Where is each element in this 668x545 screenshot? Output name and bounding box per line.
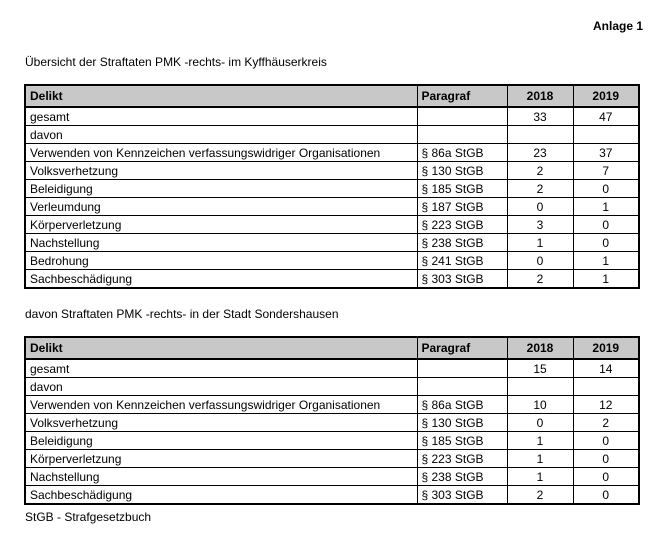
table-cell: 1 bbox=[573, 198, 639, 216]
table-title-sondershausen: davon Straftaten PMK -rechts- in der Stadt Sondershausen bbox=[25, 307, 339, 321]
table-cell: § 223 StGB bbox=[417, 450, 507, 468]
table-cell: Bedrohung bbox=[25, 252, 417, 270]
column-header: 2018 bbox=[507, 337, 573, 359]
column-header: Paragraf bbox=[417, 337, 507, 359]
table-row bbox=[25, 468, 639, 486]
table-cell: § 130 StGB bbox=[417, 414, 507, 432]
table-cell: 0 bbox=[573, 234, 639, 252]
table-cell: § 303 StGB bbox=[417, 270, 507, 289]
table-cell: 10 bbox=[507, 396, 573, 414]
table-cell: § 86a StGB bbox=[417, 396, 507, 414]
table-cell: Beleidigung bbox=[25, 432, 417, 450]
table-cell: 0 bbox=[573, 180, 639, 198]
table-cell: 1 bbox=[507, 468, 573, 486]
table-row bbox=[25, 144, 639, 162]
table-cell: 0 bbox=[573, 468, 639, 486]
header-row bbox=[25, 85, 639, 107]
table-cell: gesamt bbox=[25, 107, 417, 126]
table-body bbox=[25, 359, 639, 504]
column-header: 2019 bbox=[573, 85, 639, 107]
table-cell: § 238 StGB bbox=[417, 234, 507, 252]
table-row bbox=[25, 198, 639, 216]
crime-table-kyffhaeuserkreis bbox=[24, 84, 640, 289]
table-cell bbox=[417, 359, 507, 378]
table-row bbox=[25, 216, 639, 234]
footnote: StGB - Strafgesetzbuch bbox=[25, 510, 152, 524]
table-cell: 1 bbox=[507, 432, 573, 450]
table-cell: 33 bbox=[507, 107, 573, 126]
table-cell: 1 bbox=[573, 252, 639, 270]
table-cell: 1 bbox=[507, 234, 573, 252]
table-row bbox=[25, 378, 639, 396]
table-cell: 15 bbox=[507, 359, 573, 378]
table-row bbox=[25, 270, 639, 289]
table-cell: 12 bbox=[573, 396, 639, 414]
column-header: Delikt bbox=[25, 337, 417, 359]
table-header bbox=[25, 337, 639, 359]
table-cell: 0 bbox=[573, 450, 639, 468]
table-row bbox=[25, 107, 639, 126]
table-row bbox=[25, 450, 639, 468]
table-cell: Körperverletzung bbox=[25, 216, 417, 234]
table-cell: Nachstellung bbox=[25, 468, 417, 486]
table-cell: § 238 StGB bbox=[417, 468, 507, 486]
column-header: 2018 bbox=[507, 85, 573, 107]
table-cell: Sachbeschädigung bbox=[25, 270, 417, 289]
table-cell: gesamt bbox=[25, 359, 417, 378]
table-cell: 23 bbox=[507, 144, 573, 162]
table-title-kyffhaeuserkreis: Übersicht der Straftaten PMK -rechts- im Kyffhäuserkreis bbox=[25, 55, 327, 69]
header-row bbox=[25, 337, 639, 359]
crime-table-sondershausen bbox=[24, 336, 640, 505]
table-cell: Nachstellung bbox=[25, 234, 417, 252]
table-cell bbox=[507, 126, 573, 144]
table-cell: § 241 StGB bbox=[417, 252, 507, 270]
table-cell: Verwenden von Kennzeichen verfassungswidriger Organisationen bbox=[25, 144, 417, 162]
table-cell: 1 bbox=[573, 270, 639, 289]
table-cell: Sachbeschädigung bbox=[25, 486, 417, 505]
table-cell: § 187 StGB bbox=[417, 198, 507, 216]
table-row bbox=[25, 252, 639, 270]
table-cell: § 303 StGB bbox=[417, 486, 507, 505]
table-cell: 14 bbox=[573, 359, 639, 378]
table-cell: Verleumdung bbox=[25, 198, 417, 216]
table-cell: Volksverhetzung bbox=[25, 414, 417, 432]
table-row bbox=[25, 126, 639, 144]
table-cell bbox=[573, 126, 639, 144]
table-cell bbox=[417, 107, 507, 126]
table-cell: 7 bbox=[573, 162, 639, 180]
table-cell: davon bbox=[25, 378, 417, 396]
table-body bbox=[25, 107, 639, 288]
column-header: Paragraf bbox=[417, 85, 507, 107]
table-cell: 47 bbox=[573, 107, 639, 126]
table-cell: Volksverhetzung bbox=[25, 162, 417, 180]
table-cell: 0 bbox=[573, 216, 639, 234]
table-row bbox=[25, 359, 639, 378]
table-row bbox=[25, 486, 639, 505]
table-cell bbox=[573, 378, 639, 396]
table-header bbox=[25, 85, 639, 107]
table-cell: Verwenden von Kennzeichen verfassungswidriger Organisationen bbox=[25, 396, 417, 414]
table-cell: § 86a StGB bbox=[417, 144, 507, 162]
table-cell: 2 bbox=[507, 162, 573, 180]
table-cell: Beleidigung bbox=[25, 180, 417, 198]
column-header: Delikt bbox=[25, 85, 417, 107]
table-cell: 0 bbox=[507, 252, 573, 270]
table-cell: 0 bbox=[573, 486, 639, 505]
table-cell: § 185 StGB bbox=[417, 432, 507, 450]
table-cell: 2 bbox=[507, 486, 573, 505]
table-cell: 2 bbox=[507, 180, 573, 198]
table-cell: 0 bbox=[507, 198, 573, 216]
table-cell bbox=[417, 378, 507, 396]
table-cell bbox=[507, 378, 573, 396]
table-cell: 1 bbox=[507, 450, 573, 468]
table-cell: Körperverletzung bbox=[25, 450, 417, 468]
table-cell: § 223 StGB bbox=[417, 216, 507, 234]
table-cell bbox=[417, 126, 507, 144]
table-cell: § 185 StGB bbox=[417, 180, 507, 198]
table-cell: davon bbox=[25, 126, 417, 144]
table-cell: 2 bbox=[507, 270, 573, 289]
table-row bbox=[25, 396, 639, 414]
column-header: 2019 bbox=[573, 337, 639, 359]
table-cell: 3 bbox=[507, 216, 573, 234]
table-cell: 0 bbox=[507, 414, 573, 432]
table-cell: 2 bbox=[573, 414, 639, 432]
table-row bbox=[25, 432, 639, 450]
table-row bbox=[25, 162, 639, 180]
table-row bbox=[25, 414, 639, 432]
table-row bbox=[25, 180, 639, 198]
table-cell: § 130 StGB bbox=[417, 162, 507, 180]
table-cell: 37 bbox=[573, 144, 639, 162]
table-row bbox=[25, 234, 639, 252]
table-cell: 0 bbox=[573, 432, 639, 450]
annex-label: Anlage 1 bbox=[592, 19, 643, 33]
